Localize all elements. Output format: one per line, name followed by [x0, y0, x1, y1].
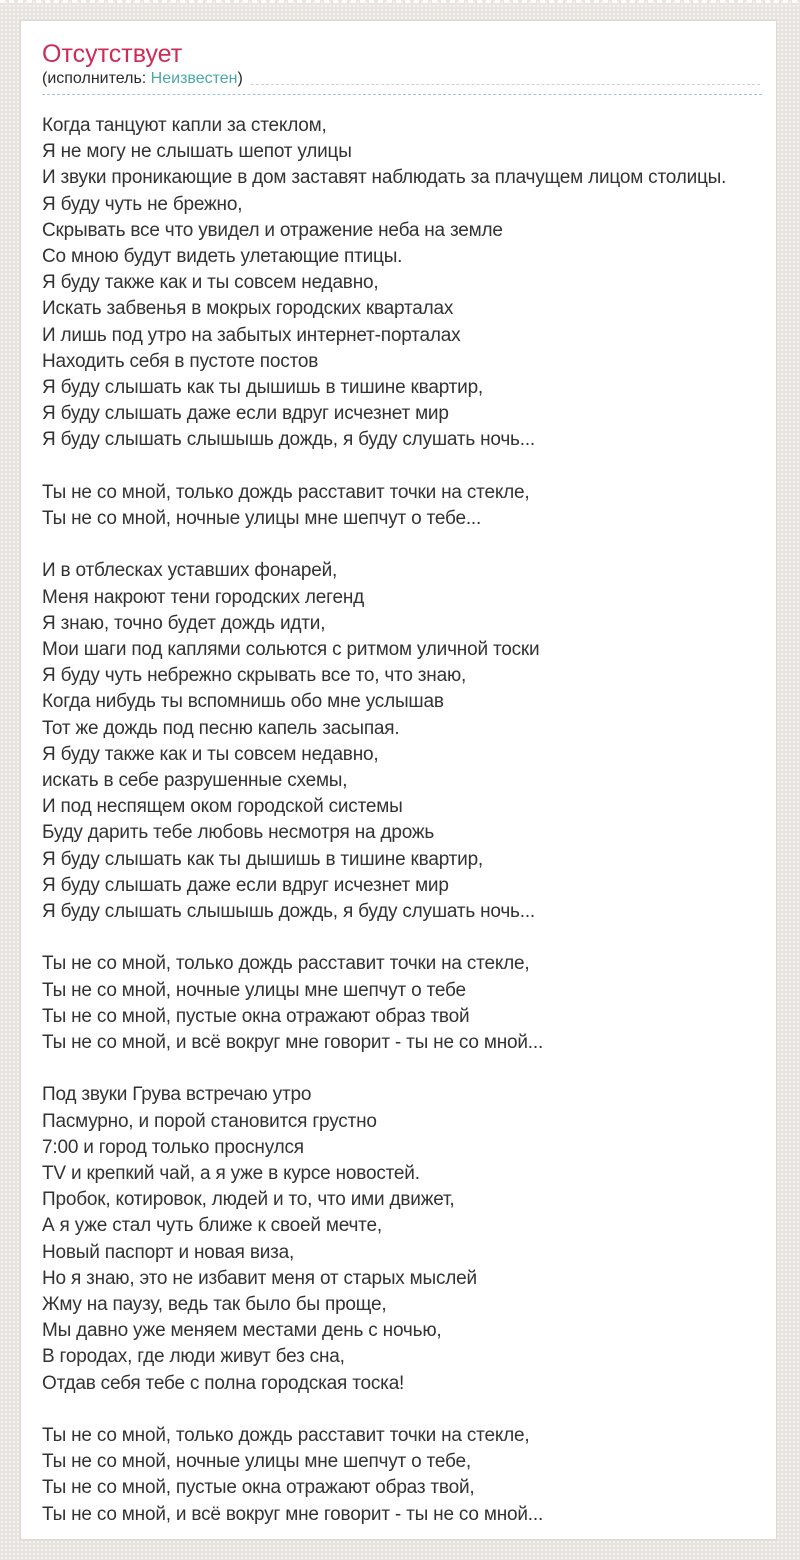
lyric-line: Ты не со мной, пустые окна отражают образ твой — [42, 1005, 470, 1027]
lyric-line: Пробок, котировок, людей и то, что ими движет, — [42, 1189, 455, 1211]
header-divider — [251, 84, 760, 85]
lyric-line: Когда нибудь ты вспомнишь обо мне услышав — [42, 691, 444, 713]
lyric-line: Я буду также как и ты совсем недавно, — [42, 743, 379, 765]
lyric-line: Ты не со мной, только дождь расставит точки на стекле, — [42, 953, 530, 975]
lyric-line: И под неспящем оком городской системы — [42, 796, 403, 818]
lyric-line: И звуки проникающие в дом заставят наблюдать за плачущем лицом столицы. — [42, 167, 727, 189]
lyric-line: Находить себя в пустоте постов — [42, 350, 319, 372]
lyric-line: Но я знаю, это не избавит меня от старых мыслей — [42, 1267, 477, 1289]
lyric-line: Ты не со мной, только дождь расставит точки на стекле, — [42, 481, 530, 503]
lyrics — [42, 113, 762, 1528]
lyric-line: TV и крепкий чай, а я уже в курсе новостей. — [42, 1163, 420, 1185]
lyric-line: Меня накроют тени городских легенд — [42, 586, 365, 608]
lyric-line: искать в себе разрушенные схемы, — [42, 770, 348, 792]
stanza — [42, 1082, 762, 1396]
lyric-line: Новый паспорт и новая виза, — [42, 1241, 295, 1263]
lyric-line: Я буду также как и ты совсем недавно, — [42, 272, 379, 294]
lyric-line: Я не могу не слышать шепот улицы — [42, 141, 352, 163]
lyric-line: Жму на паузу, ведь так было бы проще, — [42, 1294, 387, 1316]
lyric-line: Ты не со мной, и всё вокруг мне говорит - ты не со мной... — [42, 1503, 544, 1525]
lyric-line: Я буду слышать как ты дышишь в тишине квартир, — [42, 377, 484, 399]
lyric-line: И лишь под утро на забытых интернет-порталах — [42, 324, 461, 346]
lyric-line: Ты не со мной, ночные улицы мне шепчут о тебе... — [42, 508, 482, 530]
lyric-line: Искать забвенья в мокрых городских кварталах — [42, 298, 454, 320]
stanza — [42, 113, 762, 454]
lyric-line: Буду дарить тебе любовь несмотря на дрожь — [42, 822, 435, 844]
lyric-line: Под звуки Грува встречаю утро — [42, 1084, 312, 1106]
lyric-line: Ты не со мной, ночные улицы мне шепчут о тебе — [42, 979, 466, 1001]
lyric-line: Скрывать все что увидел и отражение неба на земле — [42, 219, 503, 241]
artist-label — [42, 69, 243, 89]
lyric-line: Я буду слышать слышышь дождь, я буду слушать ночь... — [42, 429, 535, 451]
lyric-line: И в отблесках уставших фонарей, — [42, 560, 338, 582]
artist-row — [42, 69, 762, 95]
stanza — [42, 558, 762, 925]
lyric-line: Я буду чуть не брежно, — [42, 193, 243, 215]
lyric-line: Я буду чуть небрежно скрывать все то, что знаю, — [42, 665, 467, 687]
lyric-line: Ты не со мной, только дождь расставит точки на стекле, — [42, 1425, 530, 1447]
lyric-line: Ты не со мной, пустые окна отражают образ твой, — [42, 1477, 475, 1499]
song-title: Отсутствует — [42, 40, 183, 68]
artist-suffix: ) — [237, 70, 243, 87]
lyric-line: Со мною будут видеть улетающие птицы. — [42, 246, 403, 268]
lyric-line: Я знаю, точно будет дождь идти, — [42, 612, 326, 634]
lyric-line: Я буду слышать даже если вдруг исчезнет мир — [42, 874, 449, 896]
lyric-line: 7:00 и город только проснулся — [42, 1136, 304, 1158]
lyric-line: Тот же дождь под песню капель засыпая. — [42, 717, 400, 739]
lyric-line: Мы давно уже меняем местами день с ночью, — [42, 1320, 442, 1342]
lyric-line: Ты не со мной, и всё вокруг мне говорит - ты не со мной... — [42, 1032, 544, 1054]
lyric-line: Пасмурно, и порой становится грустно — [42, 1110, 377, 1132]
lyrics-card — [20, 20, 777, 1540]
stanza — [42, 1423, 762, 1528]
lyric-line: В городах, где люди живут без сна, — [42, 1346, 345, 1368]
artist-link[interactable]: Неизвестен — [150, 70, 238, 87]
lyric-line: А я уже стал чуть ближе к своей мечте, — [42, 1215, 382, 1237]
artist-prefix: (исполнитель: — [42, 70, 151, 87]
lyric-line: Я буду слышать как ты дышишь в тишине квартир, — [42, 848, 484, 870]
lyric-line: Мои шаги под каплями сольются с ритмом уличной тоски — [42, 639, 540, 661]
lyric-line: Когда танцуют капли за стеклом, — [42, 115, 327, 136]
lyric-line: Отдав себя тебе с полна городская тоска! — [42, 1372, 405, 1394]
lyric-line: Ты не со мной, ночные улицы мне шепчут о тебе, — [42, 1451, 471, 1473]
page-edge-dotted-line — [0, 0, 800, 3]
stanza — [42, 951, 762, 1056]
lyric-line: Я буду слышать даже если вдруг исчезнет мир — [42, 403, 449, 425]
lyric-line: Я буду слышать слышышь дождь, я буду слушать ночь... — [42, 901, 535, 923]
stanza — [42, 480, 762, 532]
